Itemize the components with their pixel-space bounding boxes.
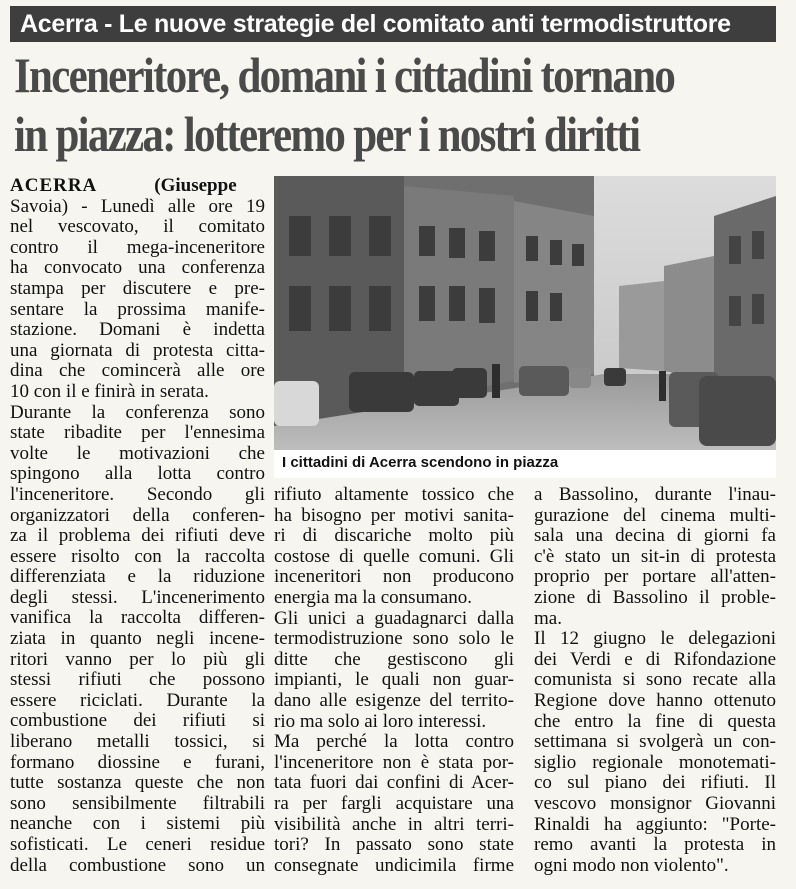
- text-line: a Bassolino, durante l'inau-: [534, 485, 776, 505]
- text-line: volte le motivazioni che: [10, 443, 265, 464]
- text-line: impianti, le quali non guar-: [274, 670, 514, 691]
- text-line: comunista si sono recate alla: [534, 670, 776, 691]
- text-line: della combustione sono un: [10, 855, 265, 876]
- text-line: spingono alla lotta contro: [10, 464, 265, 485]
- text-line: liberano metalli tossici, si: [10, 732, 265, 753]
- text-line: Rinaldi ha aggiunto: "Porte-: [534, 814, 776, 835]
- text-line: stampa per discutere e pre-: [10, 278, 265, 299]
- headline: [14, 46, 676, 164]
- text-line: stazione. Domani è indetta: [10, 320, 265, 341]
- text-line: proprio per portare all'atten-: [534, 567, 776, 588]
- text-line: organizzatori della conferen-: [10, 505, 265, 526]
- text-line: costose di quelle comuni. Gli: [274, 546, 514, 567]
- text-line: dina che comincerà alle ore: [10, 361, 265, 382]
- text-line: sentare la prossima manife-: [10, 299, 265, 320]
- section-kicker: Acerra - Le nuove strategie del comitato anti termodistruttore: [10, 6, 776, 42]
- text-line: contro il mega-inceneritore: [10, 237, 265, 258]
- text-line: rifiuto altamente tossico che: [274, 485, 514, 505]
- text-line: ra per fargli acquistare una: [274, 793, 514, 814]
- text-line: termodistruzione sono solo le: [274, 629, 514, 650]
- text-line: Savoia) - Lunedì alle ore 19: [10, 196, 265, 217]
- text-line: [10, 176, 265, 197]
- text-line: ha bisogno per motivi sanita-: [274, 505, 514, 526]
- text-line: Ma perché la lotta contro: [274, 732, 514, 753]
- text-line: state ribadite per l'ennesima: [10, 423, 265, 444]
- text-line: differenziata e la riduzione: [10, 567, 265, 588]
- text-line: zione di Bassolino il proble-: [534, 587, 776, 608]
- text-line: sofisticati. Le ceneri residue: [10, 835, 265, 855]
- text-line: energia ma la consumano.: [274, 587, 473, 608]
- text-line: Regione dove hanno ottenuto: [534, 690, 776, 711]
- text-line: za il problema dei rifiuti deve: [10, 526, 265, 547]
- dateline: ACERRA: [10, 176, 98, 196]
- article-column-2: [274, 485, 514, 876]
- headline-line-1: Inceneritore, domani i cittadini tornano: [14, 47, 675, 103]
- text-line: dano alle esigenze del territo-: [274, 690, 514, 711]
- text-line: formano diossine e furani,: [10, 752, 265, 773]
- text-line: Durante la conferenza sono: [10, 402, 265, 423]
- text-line: essere riciclati. Durante la: [10, 690, 265, 711]
- text-line: l'inceneritore non è stata por-: [274, 752, 514, 773]
- text-line: sono sensibilmente filtrabili: [10, 793, 265, 814]
- text-line: vanifica la raccolta differen-: [10, 608, 265, 629]
- text-line: c'è stato un sit-in di protesta: [534, 546, 776, 567]
- text-line: gurazione del cinema multi-: [534, 505, 776, 526]
- article-column-3: [534, 485, 776, 876]
- text-line: rio ma solo ai loro interessi.: [274, 711, 487, 732]
- text-line: tutte sostanza queste che non: [10, 773, 265, 794]
- text-line: visibilità anche in altri terri-: [274, 814, 514, 835]
- text-line: settimana si svolgerà un con-: [534, 732, 776, 753]
- text-line: Il 12 giugno le delegazioni: [534, 629, 776, 650]
- text-line: ziata in quanto negli incene-: [10, 629, 265, 650]
- text-line: dei Verdi e di Rifondazione: [534, 649, 776, 670]
- text-line: ogni modo non violento".: [534, 855, 729, 876]
- text-line: 10 con il e finirà in serata.: [10, 381, 209, 402]
- text-line: stessi rifiuti che possono: [10, 670, 265, 691]
- text-line: vescovo monsignor Giovanni: [534, 793, 776, 814]
- text-line: sala una decina di giorni fa: [534, 526, 776, 547]
- text-line: nel vescovato, il comitato: [10, 217, 265, 238]
- text-line: l'inceneritore. Secondo gli: [10, 484, 265, 505]
- text-line: remo avanti la protesta in: [534, 835, 776, 856]
- text-line: tata fuori dai confini di Acer-: [274, 773, 514, 794]
- text-line: ditte che gestiscono gli: [274, 649, 514, 670]
- headline-line-2: in piazza: lotteremo per i nostri diritti: [14, 106, 640, 162]
- text-line: tori? In passato sono state: [274, 835, 514, 856]
- text-line: siglio regionale monotemati-: [534, 752, 776, 773]
- text-line: inceneritori non producono: [274, 567, 514, 588]
- article-column-1: [10, 176, 265, 876]
- photo-caption: I cittadini di Acerra scendono in piazza: [274, 450, 776, 478]
- text-line: essere risolto con la raccolta: [10, 546, 265, 567]
- text-line: consegnate undicimila firme: [274, 855, 514, 876]
- text-line: che entro la fine di questa: [534, 711, 776, 732]
- text-line: co sul piano dei rifiuti. Il: [534, 773, 776, 794]
- text-line: una giornata di protesta citta-: [10, 340, 265, 361]
- street-photo: [274, 176, 776, 450]
- text-line: degli stessi. L'incenerimento: [10, 587, 265, 608]
- text-line: ritori vanno per lo più gli: [10, 649, 265, 670]
- byline-open: (Giuseppe: [154, 176, 237, 196]
- street-photo-image: [274, 176, 776, 450]
- text-line: Gli unici a guadagnarci dalla: [274, 608, 514, 629]
- text-line: ha convocato una conferenza: [10, 258, 265, 279]
- text-line: ri di discariche molto più: [274, 526, 514, 547]
- text-line: ma.: [534, 608, 562, 629]
- text-line: combustione dei rifiuti si: [10, 711, 265, 732]
- text-line: neanche con i sistemi più: [10, 814, 265, 835]
